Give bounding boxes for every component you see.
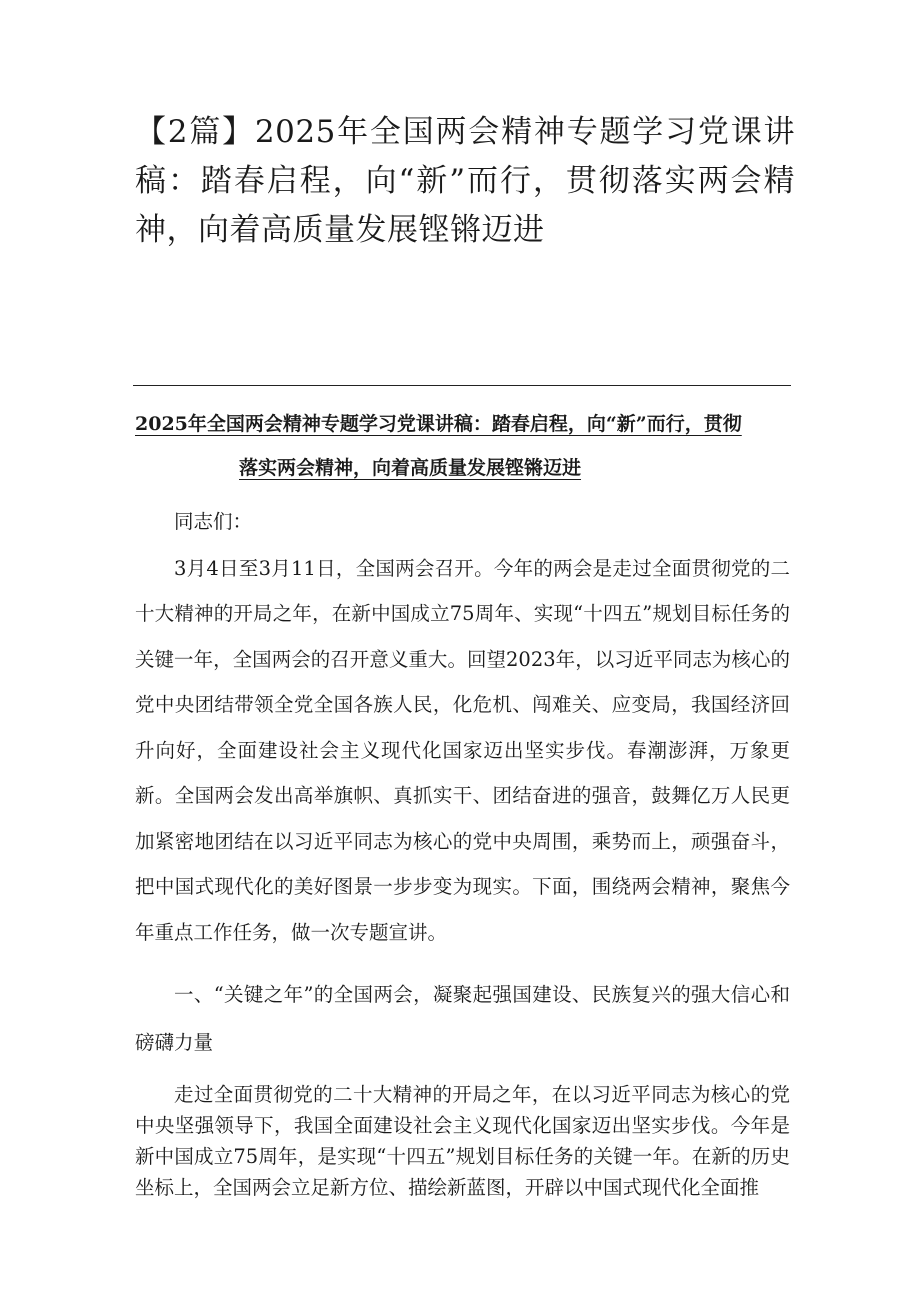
title-divider bbox=[133, 385, 791, 386]
greeting: 同志们： bbox=[174, 510, 253, 533]
paragraph-intro: 3月4日至3月11日，全国两会召开。今年的两会是走过全面贯彻党的二十大精神的开局之年，在新中国成立75周年、实现“十四五”规划目标任务的关键一年，全国两会的召开意义重大。回望2023年，以习近平同志为核心的党中央团结带领全党全国各族人民，化危机、闯难关、应变局，我国经济回升向好，全面建设社会主义现代化国家迈出坚实步伐。春潮澎湃，万象更新。全国两会发出高举旗帜、真抓实干、团结奋进的强音，鼓舞亿万人民更加紧密地团结在以习近平同志为核心的党中央周围，乘势而上，顽强奋斗，把中国式现代化的美好图景一步步变为现实。下面，围绕两会精神，聚焦今年重点工作任务，做一次专题宣讲。 bbox=[135, 556, 790, 944]
subtitle-line-2: 落实两会精神，向着高质量发展铿锵迈进 bbox=[239, 457, 582, 479]
article-subtitle bbox=[135, 402, 785, 490]
section-heading-1: 一、“关键之年”的全国两会，凝聚起强国建设、民族复兴的强大信心和磅礴力量 bbox=[135, 983, 790, 1054]
subtitle-line-1: 2025年全国两会精神专题学习党课讲稿：踏春启程，向“新”而行，贯彻 bbox=[135, 413, 742, 435]
paragraph-section-1: 走过全面贯彻党的二十大精神的开局之年，在以习近平同志为核心的党中央坚强领导下，我国全面建设社会主义现代化国家迈出坚实步伐。今年是新中国成立75周年，是实现“十四五”规划目标任务的关键一年。在新的历史坐标上，全国两会立足新方位、描绘新蓝图，开辟以中国式现代化全面推 bbox=[135, 1083, 790, 1199]
article-body bbox=[135, 499, 790, 1203]
document-title: 【2篇】2025年全国两会精神专题学习党课讲稿：踏春启程，向“新”而行，贯彻落实两会精神，向着高质量发展铿锵迈进 bbox=[135, 114, 795, 248]
